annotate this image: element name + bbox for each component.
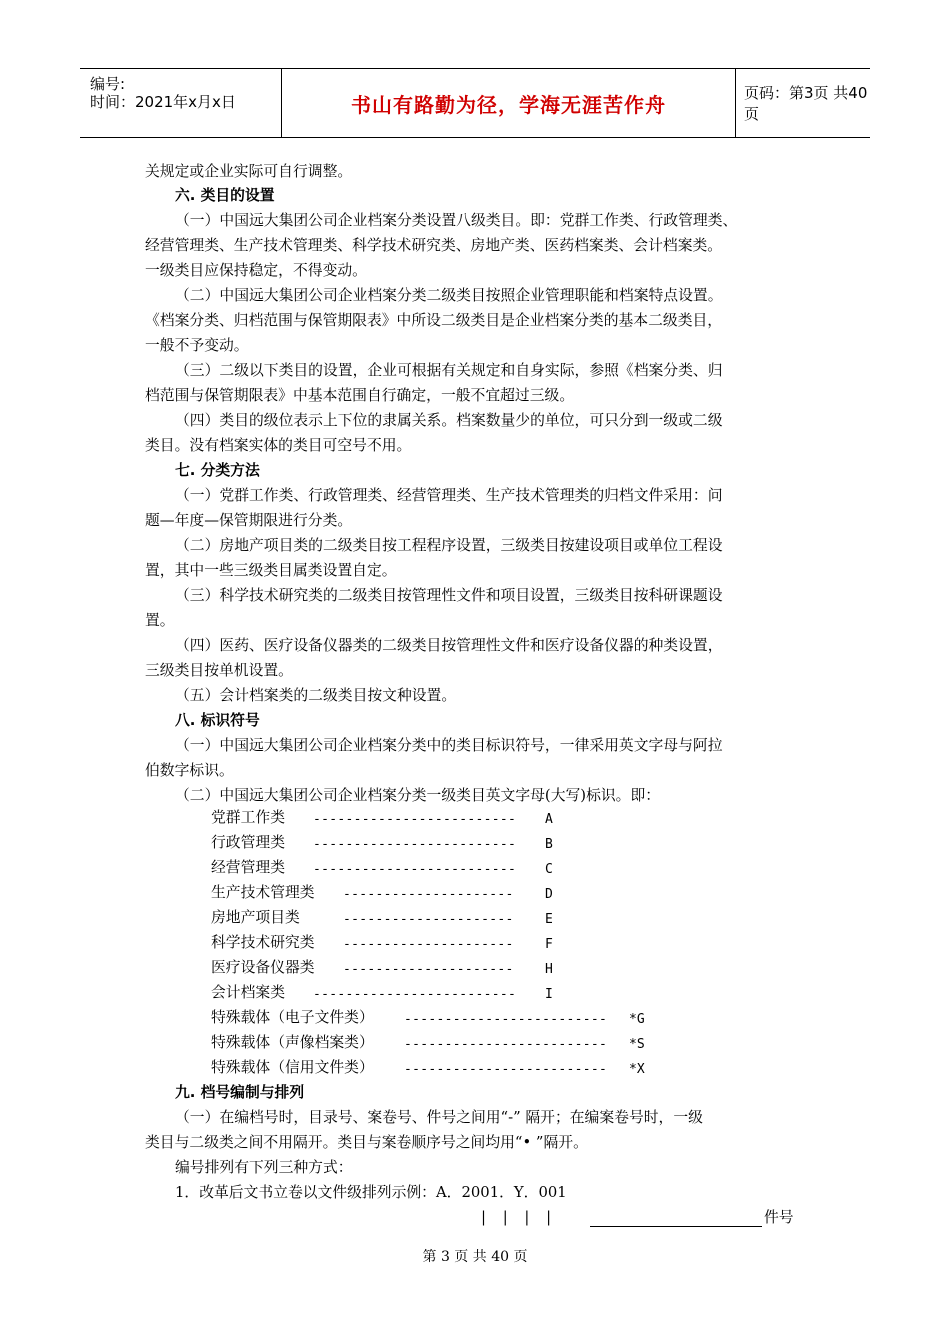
category-row [211,983,671,1003]
body-line: 1．改革后文书立卷以文件级排列示例：A．2001．Y．001 [175,1184,567,1201]
body-line: （二）中国远大集团公司企业档案分类一级类目英文字母(大写)标识。即： [175,787,661,804]
body-line: 经营管理类、生产技术管理类、科学技术研究类、房地产类、医药档案类、会计档案类。 [145,237,723,254]
archive-number-underline [590,1208,762,1227]
header-page-info: 页码：第3页 共40页 [744,84,868,123]
archive-number-pipes: | | | | [481,1209,558,1226]
body-line: （一）在编档号时，目录号、案卷号、件号之间用“-” 隔开；在编案卷号时，一级 [175,1109,703,1126]
category-row [211,1058,671,1078]
category-leader: ------------------------- [404,1062,608,1077]
category-label: 生产技术管理类 [211,884,315,901]
number-label: 编号: [90,75,126,93]
category-row [211,833,671,853]
body-line: 三级类目按单机设置。 [145,662,293,679]
body-line: （一）中国远大集团公司企业档案分类中的类目标识符号，一律采用英文字母与阿拉 [175,737,723,754]
category-leader: ------------------------- [313,862,517,877]
category-label: 医疗设备仪器类 [211,959,315,976]
category-leader: ------------------------- [404,1012,608,1027]
time-label: 时间：2021年x月x日 [90,93,236,111]
category-label: 科学技术研究类 [211,934,315,951]
section-heading: 八. 标识符号 [175,712,260,729]
section-heading: 六. 类目的设置 [175,187,275,204]
category-code: *X [629,1062,645,1077]
body-line: 置。 [145,612,175,629]
category-label: 经营管理类 [211,859,285,876]
body-line: （三）科学技术研究类的二级类目按管理性文件和项目设置，三级类目按科研课题设 [175,587,723,604]
item-number-label: 件号 [764,1209,794,1226]
category-label: 会计档案类 [211,984,285,1001]
category-leader: --------------------- [343,937,514,952]
category-row [211,933,671,953]
body-line: （一）党群工作类、行政管理类、经营管理类、生产技术管理类的归档文件采用：问 [175,487,723,504]
category-label: 特殊载体（电子文件类） [211,1009,374,1026]
body-line: （三）二级以下类目的设置，企业可根据有关规定和自身实际，参照《档案分类、归 [175,362,723,379]
header-meta [80,69,280,137]
category-code: C [545,862,553,877]
category-code: H [545,962,553,977]
category-label: 行政管理类 [211,834,285,851]
body-line: （四）医药、医疗设备仪器类的二级类目按管理性文件和医疗设备仪器的种类设置， [175,637,723,654]
body-line: （五）会计档案类的二级类目按文种设置。 [175,687,457,704]
category-code: B [545,837,553,852]
category-code: *S [629,1037,645,1052]
category-code: I [545,987,553,1002]
category-code: E [545,912,553,927]
category-row [211,908,671,928]
body-line: （一）中国远大集团公司企业档案分类设置八级类目。即：党群工作类、行政管理类、 [175,212,738,229]
category-leader: --------------------- [343,912,514,927]
body-line: 类目与二级类之间不用隔开。类目与案卷顺序号之间均用“• ”隔开。 [145,1134,588,1151]
category-leader: --------------------- [343,962,514,977]
category-code: D [545,887,553,902]
category-row [211,858,671,878]
body-line: 一般不予变动。 [145,337,249,354]
category-label: 党群工作类 [211,809,285,826]
body-line: 档范围与保管期限表》中基本范围自行确定，一般不宜超过三级。 [145,387,575,404]
body-line: 伯数字标识。 [145,762,234,779]
category-row [211,1033,671,1053]
body-line: 置，其中一些三级类目属类设置自定。 [145,562,397,579]
header-motto: 书山有路勤为径，学海无涯苦作舟 [351,92,666,117]
body-line: 类目。没有档案实体的类目可空号不用。 [145,437,412,454]
section-heading: 七. 分类方法 [175,462,260,479]
body-line: 编号排列有下列三种方式： [175,1159,353,1176]
body-line: （二）房地产项目类的二级类目按工程程序设置，三级类目按建设项目或单位工程设 [175,537,723,554]
header-page-info-cell [736,69,870,137]
category-leader: ------------------------- [313,812,517,827]
category-leader: ------------------------- [313,837,517,852]
category-row [211,1008,671,1028]
category-label: 特殊载体（声像档案类） [211,1034,374,1051]
page-footer: 第 3 页 共 40 页 [422,1249,528,1265]
body-line: 《档案分类、归档范围与保管期限表》中所设二级类目是企业档案分类的基本二级类目， [145,312,723,329]
body-line: 关规定或企业实际可自行调整。 [145,163,353,180]
category-leader: --------------------- [343,887,514,902]
page-header [80,68,870,138]
section-heading: 九. 档号编制与排列 [175,1084,305,1101]
body-line: （四）类目的级位表示上下位的隶属关系。档案数量少的单位，可只分到一级或二级 [175,412,723,429]
category-code: F [545,937,553,952]
category-code: *G [629,1012,645,1027]
category-code: A [545,812,553,827]
category-row [211,958,671,978]
category-row [211,808,671,828]
header-motto-cell [281,69,736,137]
category-leader: ------------------------- [313,987,517,1002]
body-line: 一级类目应保持稳定，不得变动。 [145,262,367,279]
category-label: 房地产项目类 [211,909,300,926]
category-label: 特殊载体（信用文件类） [211,1059,374,1076]
category-leader: ------------------------- [404,1037,608,1052]
body-line: （二）中国远大集团公司企业档案分类二级类目按照企业管理职能和档案特点设置。 [175,287,723,304]
body-line: 题—年度—保管期限进行分类。 [145,512,353,529]
category-row [211,883,671,903]
